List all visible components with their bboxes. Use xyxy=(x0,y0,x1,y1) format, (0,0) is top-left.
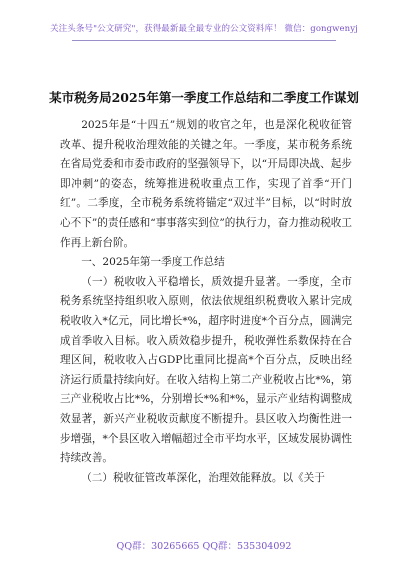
header-divider xyxy=(72,40,336,41)
document-title: 某市税务局2025年第一季度工作总结和二季度工作谋划 xyxy=(49,90,359,105)
document-body xyxy=(60,116,352,488)
header-promo-note: 关注头条号"公文研究"，获得最新最全最专业的公文资料库！ 微信：gongwenyj xyxy=(50,24,358,34)
footer-qq-groups: QQ群：30265665 QQ群：535304092 xyxy=(116,541,292,552)
body-paragraph-revenue: （一）税收收入平稳增长，质效提升显著。一季度，全市税务系统坚持组织收入原则，依法依规组织税费收入累计完成税收收入*亿元，同比增长*%，超序时进度*个百分点，圆满完成首季收入目标。收入质效稳步提升，税收弹性系数保持在合理区间，税收收入占GDP比重同比提高*个百分点，反映出经济运行质量持续向好。在收入结构上第二产业税收占比*%，第三产业税收占比*%，分别增长*%和*%，显示产业结构调整成效显著，新兴产业税收贡献度不断提升。县区收入均衡性进一步增强，*个县区收入增幅超过全市平均水平，区域发展协调性持续改善。 xyxy=(60,275,352,465)
section-heading-q1-summary: 一、2025年第一季度工作总结 xyxy=(81,256,225,269)
body-paragraph-reform: （二）税收征管改革深化，治理效能释放。以《关于 xyxy=(81,471,325,484)
body-paragraph-intro: 2025年是“十四五”规划的收官之年，也是深化税收征管改革、提升税收治理效能的关键之年。一季度，某市税务系统在省局党委和市委市政府的坚强领导下，以“开局即决战、起步即冲刺”的姿态，统筹推进税收重点工作，实现了首季“开门红”。二季度，全市税务系统将锚定“双过半”目标，以“时时放心不下”的责任感和“事事落实到位”的执行力，奋力推动税收工作再上新台阶。 xyxy=(60,119,352,249)
